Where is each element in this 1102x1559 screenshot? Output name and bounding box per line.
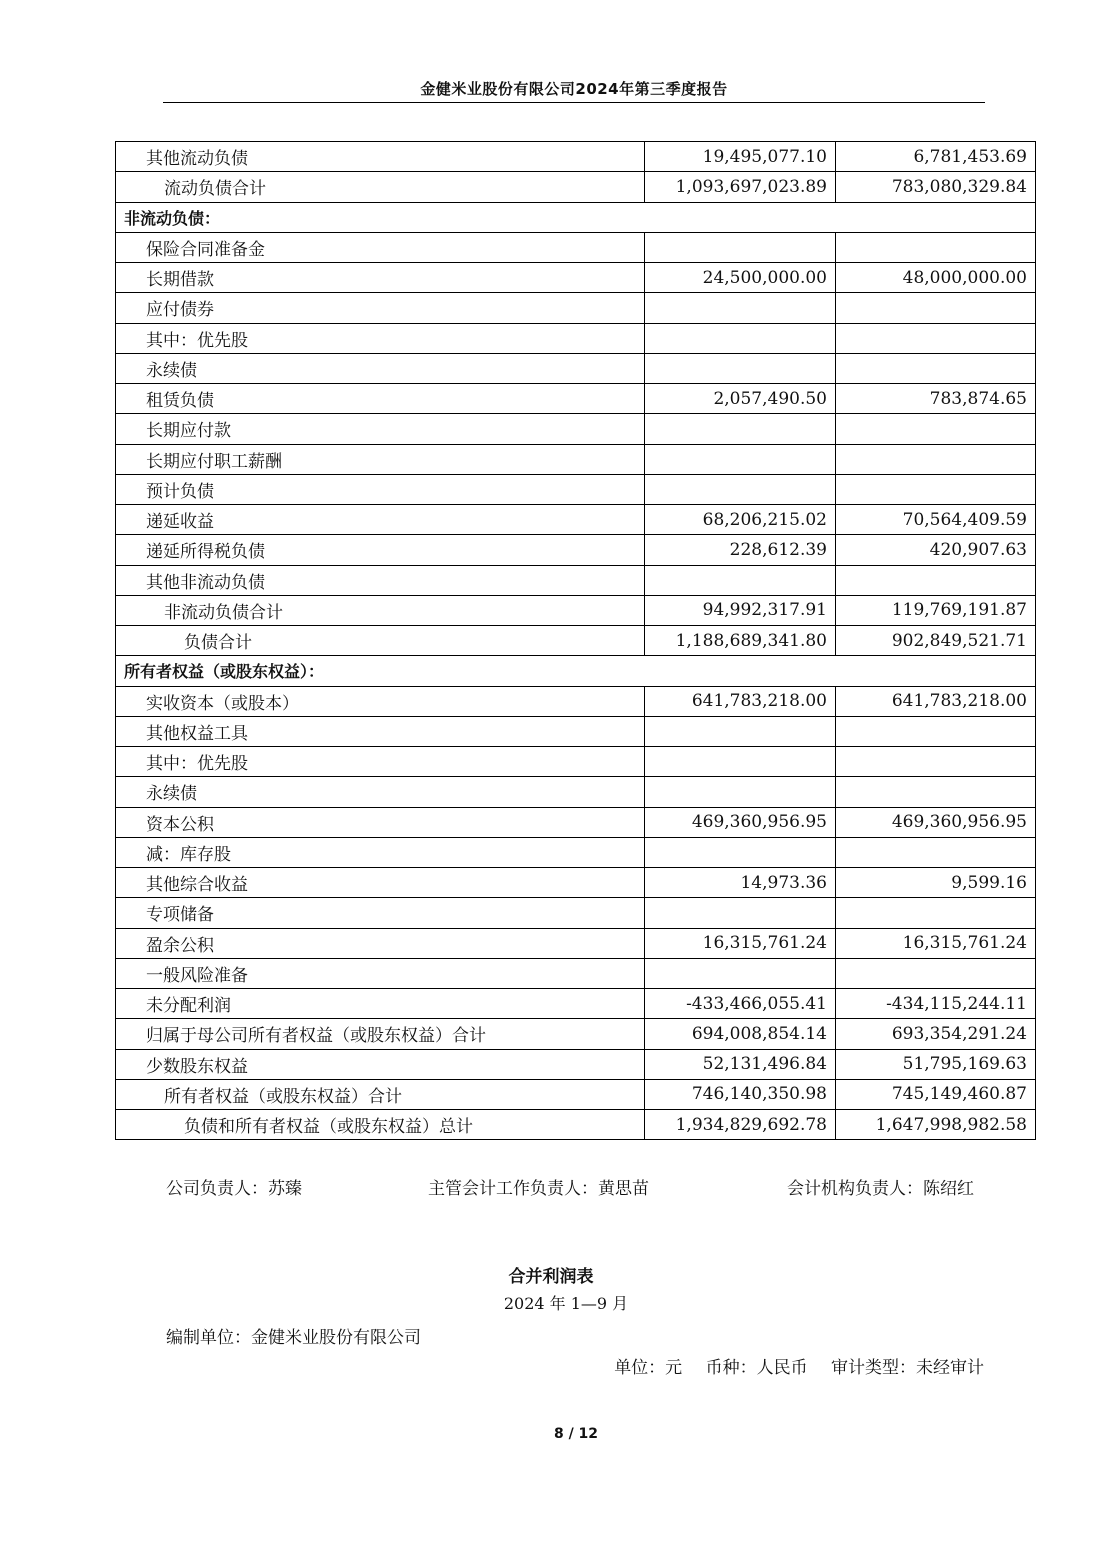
prior-period-value: 783,874.65 [836, 384, 1036, 414]
prior-period-value: -434,115,244.11 [836, 989, 1036, 1019]
row-label: 其他综合收益 [116, 868, 645, 898]
currency-label: 币种：人民币 [705, 1358, 808, 1378]
prior-period-value: 70,564,409.59 [836, 505, 1036, 535]
current-period-value: 641,783,218.00 [645, 686, 836, 716]
prior-period-value: 420,907.63 [836, 535, 1036, 565]
table-row [116, 747, 1036, 777]
prior-period-value [836, 777, 1036, 807]
prior-period-value: 783,080,329.84 [836, 172, 1036, 202]
row-label: 专项储备 [116, 898, 645, 928]
balance-sheet-body [116, 142, 1036, 1140]
row-label: 负债合计 [116, 626, 645, 656]
row-label: 一般风险准备 [116, 958, 645, 988]
table-row [116, 716, 1036, 746]
row-label: 租赁负债 [116, 384, 645, 414]
row-label: 所有者权益（或股东权益）合计 [116, 1079, 645, 1109]
prior-period-value: 16,315,761.24 [836, 928, 1036, 958]
section-heading: 非流动负债： [116, 202, 1036, 232]
unit-label: 单位：元 [614, 1358, 683, 1378]
prior-period-value: 48,000,000.00 [836, 263, 1036, 293]
table-row [116, 474, 1036, 504]
section-heading: 所有者权益（或股东权益）： [116, 656, 1036, 686]
table-row [116, 384, 1036, 414]
prior-period-value [836, 747, 1036, 777]
table-row [116, 414, 1036, 444]
table-row [116, 837, 1036, 867]
prior-period-value: 641,783,218.00 [836, 686, 1036, 716]
section-header-row [116, 656, 1036, 686]
current-period-value [645, 293, 836, 323]
company-head-signature: 公司负责人：苏臻 [166, 1179, 302, 1199]
table-row [116, 293, 1036, 323]
table-row [116, 1079, 1036, 1109]
row-label: 永续债 [116, 353, 645, 383]
table-row [116, 777, 1036, 807]
current-period-value: 1,093,697,023.89 [645, 172, 836, 202]
header-divider [163, 102, 985, 103]
accounting-head-signature: 主管会计工作负责人：黄思苗 [428, 1179, 649, 1199]
table-row [116, 505, 1036, 535]
income-statement-period: 2024 年 1—9 月 [503, 1294, 629, 1313]
current-period-value: 469,360,956.95 [645, 807, 836, 837]
row-label: 永续债 [116, 777, 645, 807]
row-label: 其中：优先股 [116, 323, 645, 353]
current-period-value [645, 323, 836, 353]
current-period-value [645, 777, 836, 807]
table-row [116, 807, 1036, 837]
table-row [116, 868, 1036, 898]
table-row [116, 232, 1036, 262]
current-period-value: 94,992,317.91 [645, 595, 836, 625]
table-row [116, 535, 1036, 565]
current-period-value [645, 444, 836, 474]
row-label: 非流动负债合计 [116, 595, 645, 625]
current-period-value [645, 716, 836, 746]
table-row [116, 989, 1036, 1019]
row-label: 其他流动负债 [116, 142, 645, 172]
prior-period-value [836, 716, 1036, 746]
row-label: 递延所得税负债 [116, 535, 645, 565]
row-label: 其他权益工具 [116, 716, 645, 746]
current-period-value [645, 898, 836, 928]
row-label: 预计负债 [116, 474, 645, 504]
prior-period-value [836, 414, 1036, 444]
income-statement-title: 合并利润表 [508, 1267, 594, 1287]
table-row [116, 142, 1036, 172]
table-row [116, 1049, 1036, 1079]
table-row [116, 1110, 1036, 1140]
table-row [116, 353, 1036, 383]
row-label: 长期应付职工薪酬 [116, 444, 645, 474]
prior-period-value [836, 444, 1036, 474]
unit-currency-line [596, 1353, 984, 1378]
row-label: 应付债券 [116, 293, 645, 323]
preparer-unit: 编制单位：金健米业股份有限公司 [166, 1328, 421, 1348]
table-row [116, 898, 1036, 928]
table-row [116, 1019, 1036, 1049]
prior-period-value [836, 353, 1036, 383]
row-label: 少数股东权益 [116, 1049, 645, 1079]
table-row [116, 595, 1036, 625]
row-label: 实收资本（或股本） [116, 686, 645, 716]
row-label: 未分配利润 [116, 989, 645, 1019]
prior-period-value [836, 323, 1036, 353]
row-label: 资本公积 [116, 807, 645, 837]
table-row [116, 263, 1036, 293]
report-header-title: 金健米业股份有限公司2024年第三季度报告 [420, 80, 728, 98]
current-period-value: 24,500,000.00 [645, 263, 836, 293]
current-period-value: -433,466,055.41 [645, 989, 836, 1019]
table-row [116, 958, 1036, 988]
current-period-value: 68,206,215.02 [645, 505, 836, 535]
row-label: 归属于母公司所有者权益（或股东权益）合计 [116, 1019, 645, 1049]
row-label: 其他非流动负债 [116, 565, 645, 595]
current-period-value: 1,934,829,692.78 [645, 1110, 836, 1140]
current-period-value [645, 414, 836, 444]
table-row [116, 626, 1036, 656]
row-label: 盈余公积 [116, 928, 645, 958]
prior-period-value: 1,647,998,982.58 [836, 1110, 1036, 1140]
row-label: 流动负债合计 [116, 172, 645, 202]
row-label: 减：库存股 [116, 837, 645, 867]
prior-period-value: 9,599.16 [836, 868, 1036, 898]
current-period-value: 694,008,854.14 [645, 1019, 836, 1049]
prior-period-value [836, 958, 1036, 988]
current-period-value [645, 837, 836, 867]
prior-period-value: 745,149,460.87 [836, 1079, 1036, 1109]
table-row [116, 444, 1036, 474]
prior-period-value [836, 898, 1036, 928]
current-period-value [645, 353, 836, 383]
row-label: 其中：优先股 [116, 747, 645, 777]
current-period-value: 228,612.39 [645, 535, 836, 565]
prior-period-value [836, 232, 1036, 262]
row-label: 长期借款 [116, 263, 645, 293]
page-number: 8 / 12 [553, 1426, 599, 1442]
current-period-value: 1,188,689,341.80 [645, 626, 836, 656]
prior-period-value [836, 474, 1036, 504]
prior-period-value: 693,354,291.24 [836, 1019, 1036, 1049]
row-label: 递延收益 [116, 505, 645, 535]
prior-period-value [836, 837, 1036, 867]
prior-period-value [836, 565, 1036, 595]
table-row [116, 928, 1036, 958]
prior-period-value [836, 293, 1036, 323]
prior-period-value: 902,849,521.71 [836, 626, 1036, 656]
institution-head-signature: 会计机构负责人：陈绍红 [787, 1179, 974, 1199]
prior-period-value: 51,795,169.63 [836, 1049, 1036, 1079]
section-header-row [116, 202, 1036, 232]
current-period-value: 16,315,761.24 [645, 928, 836, 958]
table-row [116, 172, 1036, 202]
current-period-value [645, 232, 836, 262]
current-period-value [645, 747, 836, 777]
prior-period-value: 119,769,191.87 [836, 595, 1036, 625]
current-period-value: 746,140,350.98 [645, 1079, 836, 1109]
table-row [116, 323, 1036, 353]
current-period-value: 2,057,490.50 [645, 384, 836, 414]
current-period-value [645, 565, 836, 595]
current-period-value [645, 958, 836, 988]
prior-period-value: 6,781,453.69 [836, 142, 1036, 172]
row-label: 保险合同准备金 [116, 232, 645, 262]
current-period-value: 19,495,077.10 [645, 142, 836, 172]
table-row [116, 565, 1036, 595]
balance-sheet-table [115, 141, 1036, 1140]
row-label: 长期应付款 [116, 414, 645, 444]
row-label: 负债和所有者权益（或股东权益）总计 [116, 1110, 645, 1140]
current-period-value [645, 474, 836, 504]
current-period-value: 52,131,496.84 [645, 1049, 836, 1079]
audit-type-label: 审计类型：未经审计 [831, 1358, 984, 1378]
prior-period-value: 469,360,956.95 [836, 807, 1036, 837]
table-row [116, 686, 1036, 716]
current-period-value: 14,973.36 [645, 868, 836, 898]
